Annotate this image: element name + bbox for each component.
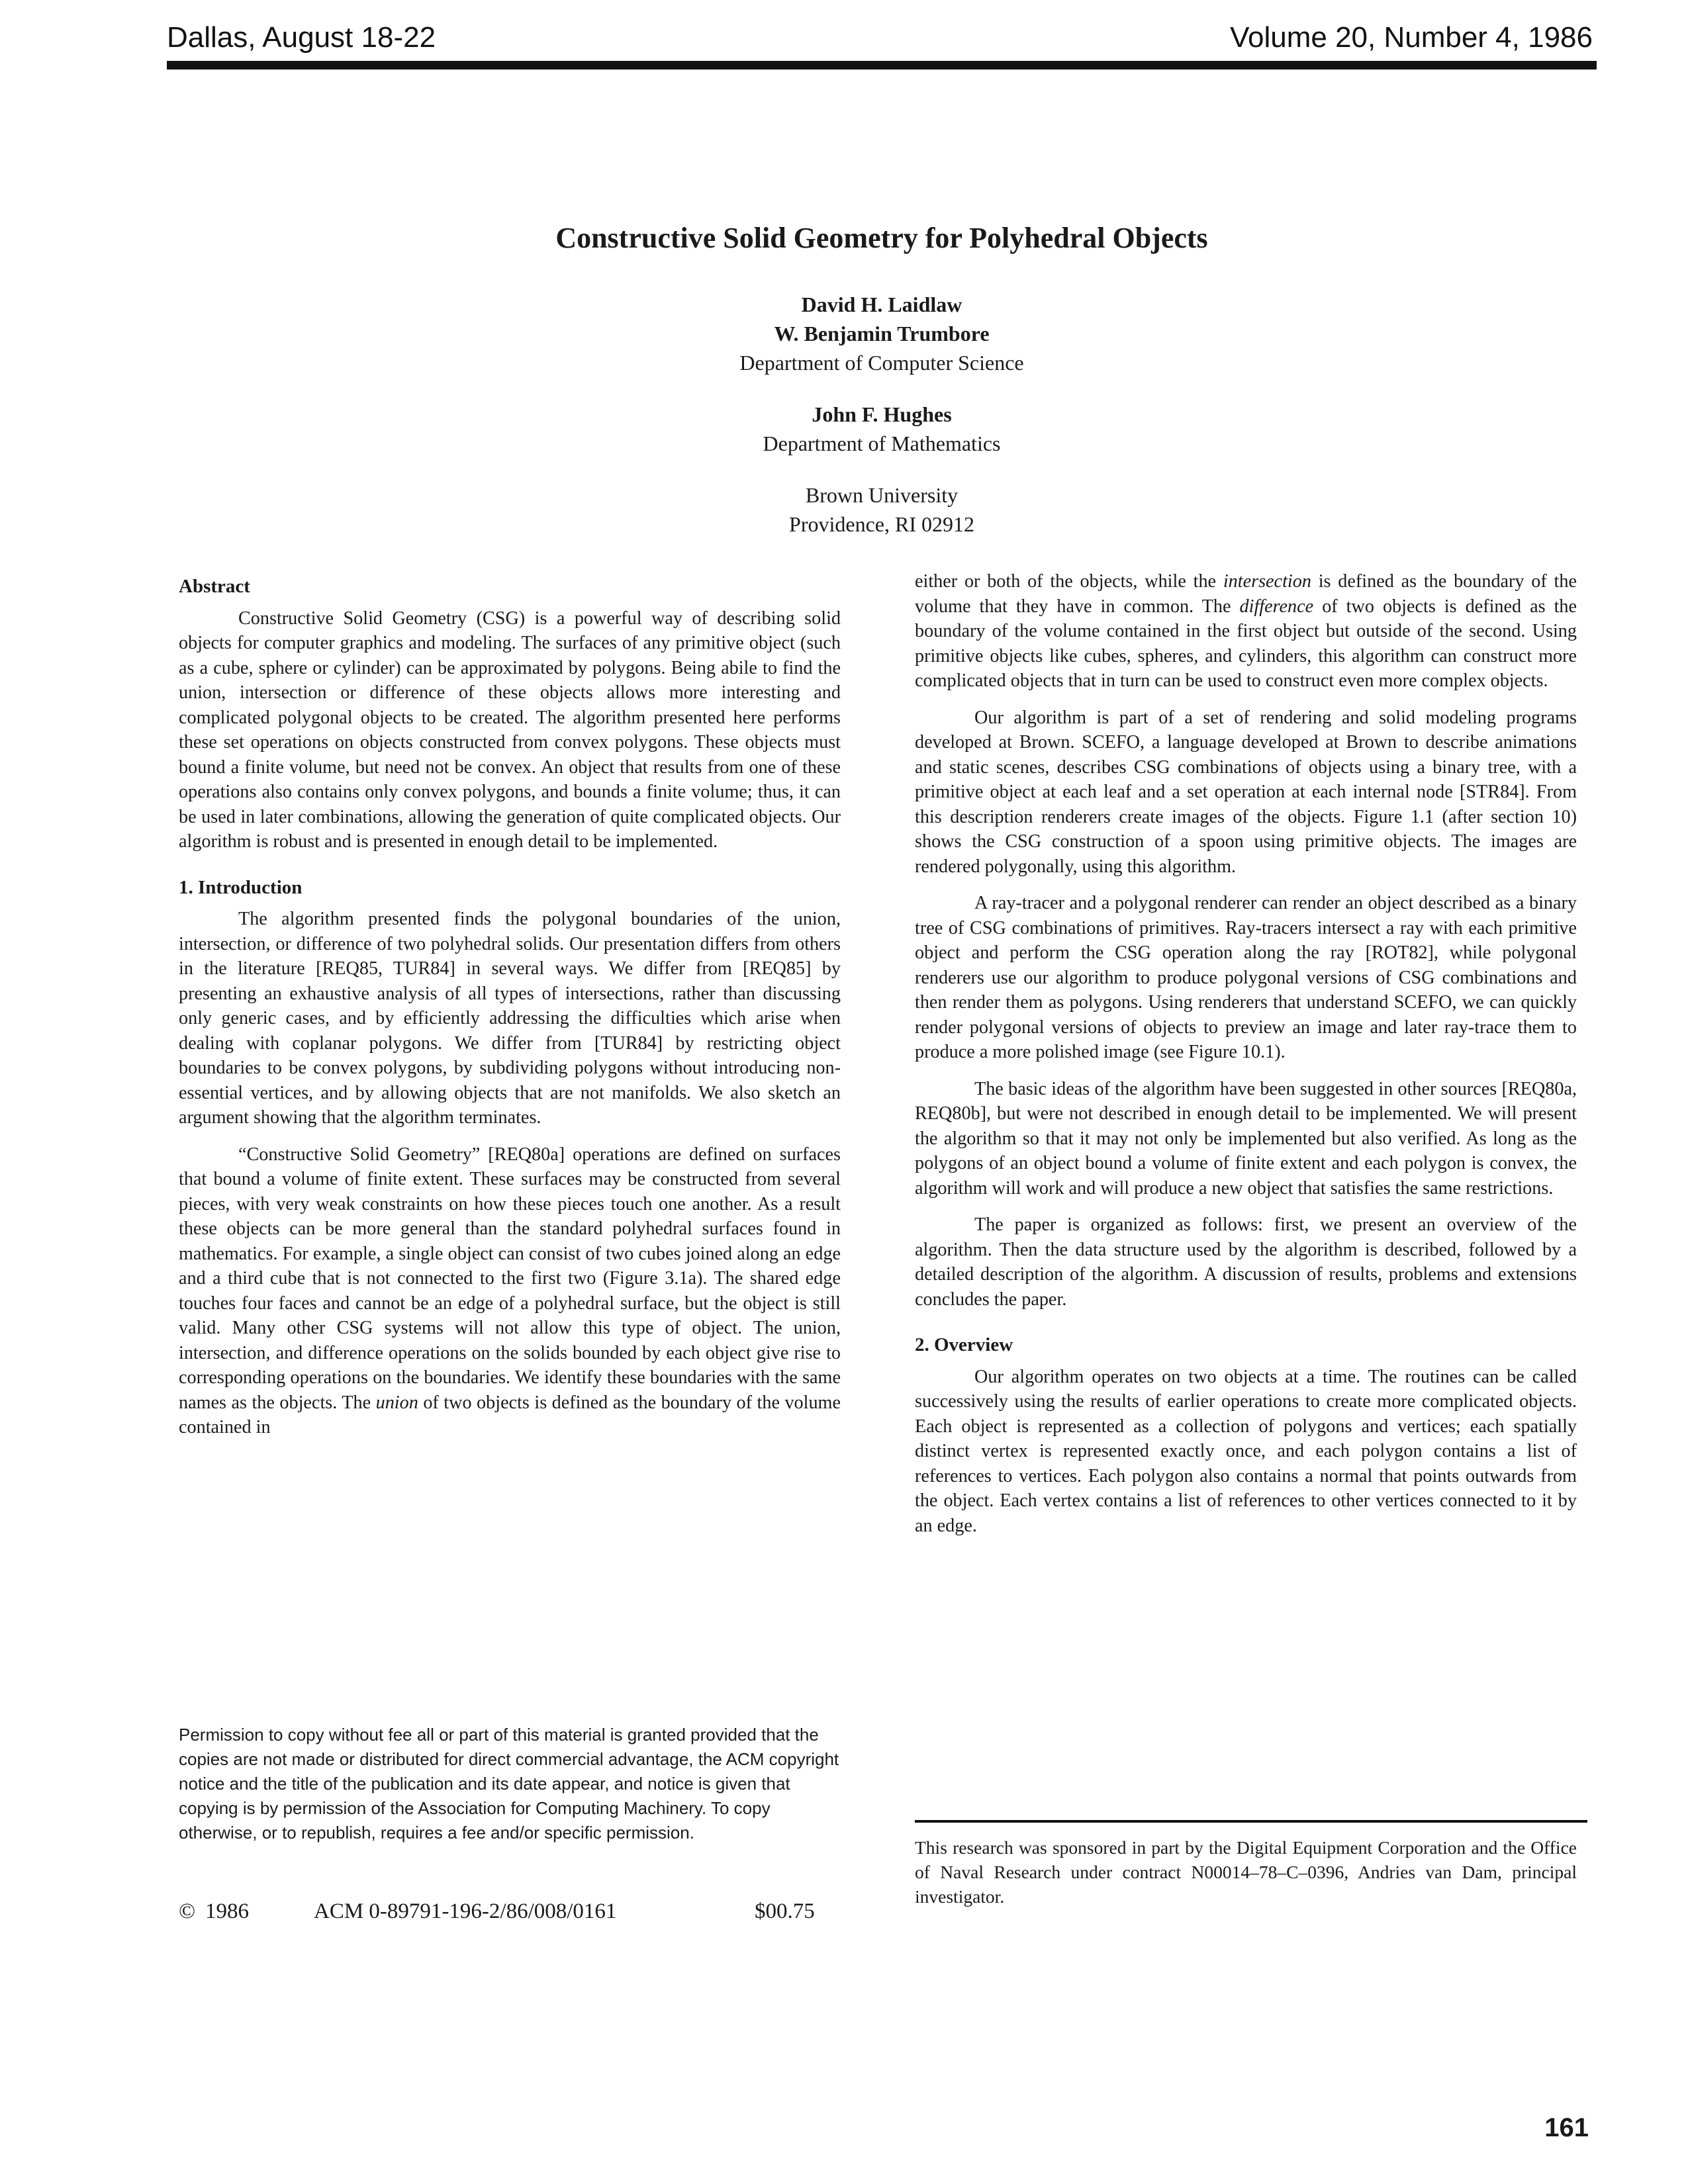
paragraph: The basic ideas of the algorithm have been suggested in other sources [REQ80a, REQ80b], but were not described in enough detail to be implemented. We will present the algorithm so that it may not only be implemented but also verified. As long as the polygons of an object bound a volume of finite extent and each polygon is convex, the algorithm will work and will produce a new object that satisfies the same restrictions.: [915, 1078, 1577, 1199]
abstract-heading: Abstract: [179, 576, 250, 597]
paragraph: Our algorithm operates on two objects at a time. The routines can be called successively using the results of earlier operations to create more complicated objects. Each object is represented as a collection of polygons and vertices; each spatially distinct vertex is represented exactly once, and each polygon contains a list of references to vertices. Each polygon also contains a normal that points outwards from the object. Each vertex contains a list of references to other vertices connected to it by an edge.: [915, 1366, 1577, 1536]
paragraph: A ray-tracer and a polygonal renderer can render an object described as a binary tree of CSG combinations of primitives. Ray-tracers intersect a ray with each primitive object and perform the CSG operation along the ray [ROT82], while polygonal renderers use our algorithm to produce polygonal versions of CSG combinations and then render them as polygons. Using renderers that understand SCEFO, we can quickly render polygonal versions of objects to preview an image and later ray-trace them to produce a more polished image (see Figure 10.1).: [915, 893, 1577, 1062]
paragraph-text: of two objects is defined as the boundary of the volume contained in: [179, 1392, 841, 1437]
affiliation: Department of Mathematics: [763, 432, 1001, 455]
permission-notice: Permission to copy without fee all or part of this material is granted provided that the copies are not made or distributed for direct commercial advantage, the ACM copyright notice and the title of the publication and its date appear, and notice is given that copying is by permission of the Association for Computing Machinery. To copy otherwise, or to republish, requires a fee and/or specific permission.: [179, 1725, 839, 1843]
left-column: [179, 574, 841, 1440]
footnote: This research was sponsored in part by the Digital Equipment Corporation and the Office of Naval Research under contract N00014–78–C–0396, Andries van Dam, principal investigator.: [915, 1837, 1577, 1907]
paragraph: [179, 1142, 841, 1440]
author-group-1: [167, 290, 1597, 377]
paragraph: Our algorithm is part of a set of rendering and solid modeling programs developed at Brown. SCEFO, a language developed at Brown to describe animations and static scenes, describes CSG combinations of objects using a binary tree, with a primitive object at each leaf and a set operation at each internal node [STR84]. From this description renderers create images of the objects. Figure 1.1 (after section 10) shows the CSG construction of a spoon using primitive objects. The images are rendered polygonally, using this algorithm.: [915, 707, 1577, 877]
section-heading: 1. Introduction: [179, 876, 303, 898]
author-name: John F. Hughes: [812, 402, 952, 426]
header-rule: [167, 61, 1597, 69]
section-heading: 2. Overview: [915, 1334, 1013, 1355]
copyright-symbol: ©: [179, 1899, 196, 1923]
address: Providence, RI 02912: [789, 512, 974, 536]
running-header-left: Dallas, August 18-22: [167, 21, 436, 54]
author-name: David H. Laidlaw: [801, 293, 962, 316]
running-header-right: Volume 20, Number 4, 1986: [1230, 21, 1593, 54]
paper-title: Constructive Solid Geometry for Polyhedral Objects: [555, 222, 1208, 254]
affiliation: Department of Computer Science: [739, 351, 1024, 375]
copyright-year: 1986: [205, 1899, 249, 1923]
page-number: 161: [1544, 2113, 1589, 2142]
title-block: [167, 220, 1597, 561]
emphasis: intersection: [1223, 571, 1311, 592]
abstract-text: Constructive Solid Geometry (CSG) is a powerful way of describing solid objects for computer graphics and modeling. The surfaces of any primitive object (such as a cube, sphere or cylinder) can be approximated by polygons. Being abile to find the union, intersection or difference of these objects allows more interesting and complicated polygonal objects to be created. The algorithm presented here performs these set operations on objects constructed from convex polygons. These objects must bound a finite volume, but need not be convex. An object that results from one of these operations also contains only convex polygons, and bounds a finite volume; thus, it can be used in later combinations, allowing the generation of quite complicated objects. Our algorithm is robust and is presented in enough detail to be implemented.: [179, 608, 841, 852]
paragraph: The paper is organized as follows: first, we present an overview of the algorithm. Then the data structure used by the algorithm is described, followed by a detailed description of the algorithm. A discussion of results, problems and extensions concludes the paper.: [915, 1214, 1577, 1310]
emphasis: difference: [1239, 596, 1314, 617]
paragraph: [915, 569, 1577, 694]
paragraph: The algorithm presented finds the polygonal boundaries of the union, intersection, or difference of two polyhedral solids. Our presentation differs from others in the literature [REQ85, TUR84] in several ways. We differ from [REQ85] by presenting an exhaustive analysis of all types of intersections, rather than discussing only generic cases, and by efficiently addressing the difficulties which arise when dealing with coplanar polygons. We differ from [TUR84] by restricting object boundaries to be convex polygons, by subdividing polygons without introducing non-essential vertices, and by allowing objects that are not manifolds. We also sketch an argument showing that the algorithm terminates.: [179, 909, 841, 1128]
footnote-rule: [915, 1820, 1587, 1823]
paragraph-text: is defined as the boundary of the volume that they have in common. The: [915, 571, 1577, 617]
paragraph-text: either or both of the objects, while the: [915, 571, 1217, 592]
author-name: W. Benjamin Trumbore: [774, 322, 990, 345]
institution: [167, 480, 1597, 539]
author-group-2: [167, 400, 1597, 458]
right-column: [915, 569, 1577, 1538]
price: $00.75: [755, 1899, 815, 1923]
emphasis: union: [375, 1392, 418, 1413]
acm-number: ACM 0-89791-196-2/86/008/0161: [314, 1899, 617, 1923]
paragraph-text: “Constructive Solid Geometry” [REQ80a] operations are defined on surfaces that bound a volume of finite extent. These surfaces may be constructed from several pieces, with very weak constraints on how these pieces touch one another. As a result these objects can be more general than the standard polyhedral surfaces found in mathematics. For example, a single object can consist of two cubes joined along an edge and a third cube that is not connected to the first two (Figure 3.1a). The shared edge touches four faces and cannot be an edge of a polyhedral surface, but the object is still valid. Many other CSG systems will not allow this type of object. The union, intersection, and difference operations on the solids bounded by each object give rise to corresponding operations on the boundaries. We identify these boundaries with the same names as the objects. The: [179, 1144, 841, 1413]
university: Brown University: [805, 483, 959, 507]
paragraph-text: of two objects is defined as the boundary of the volume contained in the first object but outside of the second. Using primitive objects like cubes, spheres, and cylinders, this algorithm can construct more complicated objects that in turn can be used to construct even more complex objects.: [915, 596, 1577, 691]
